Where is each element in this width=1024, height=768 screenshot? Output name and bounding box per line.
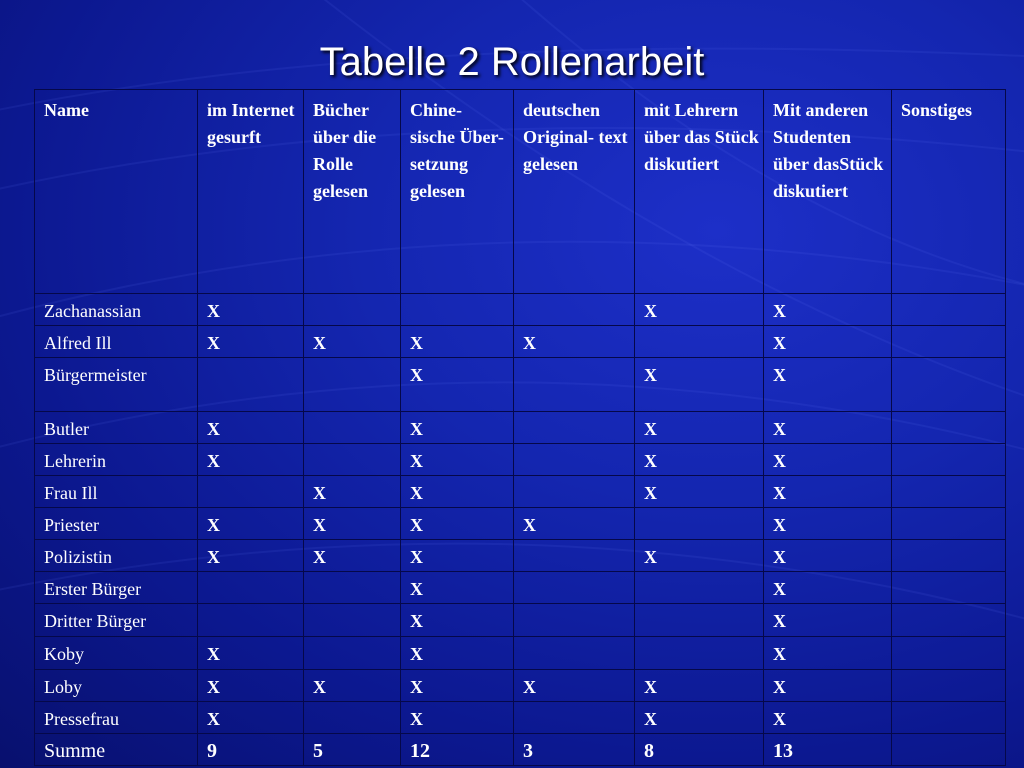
row-name: Polizistin xyxy=(35,540,198,572)
row-name: Pressefrau xyxy=(35,702,198,734)
row-name: Butler xyxy=(35,412,198,444)
cell-students: X xyxy=(764,412,892,444)
cell-books xyxy=(304,702,401,734)
table-row xyxy=(35,540,1006,572)
cell-german xyxy=(514,294,635,326)
sum-books: 5 xyxy=(304,734,401,766)
cell-books xyxy=(304,604,401,637)
table-row xyxy=(35,326,1006,358)
cell-chinese: X xyxy=(401,572,514,604)
table-row xyxy=(35,604,1006,637)
table-row xyxy=(35,358,1006,412)
sum-row xyxy=(35,734,1006,766)
table-row xyxy=(35,670,1006,702)
header-students: Mit anderen Studenten über dasStück diskutiert xyxy=(764,90,892,294)
cell-internet: X xyxy=(198,670,304,702)
cell-german: X xyxy=(514,508,635,540)
sum-teachers: 8 xyxy=(635,734,764,766)
cell-students: X xyxy=(764,572,892,604)
sum-chinese: 12 xyxy=(401,734,514,766)
header-internet: im Internet gesurft xyxy=(198,90,304,294)
cell-internet: X xyxy=(198,637,304,670)
sum-students: 13 xyxy=(764,734,892,766)
cell-teachers: X xyxy=(635,540,764,572)
row-name: Bürgermeister xyxy=(35,358,198,412)
cell-internet xyxy=(198,476,304,508)
cell-german xyxy=(514,702,635,734)
header-other: Sonstiges xyxy=(892,90,1006,294)
row-name: Frau Ill xyxy=(35,476,198,508)
header-teachers: mit Lehrern über das Stück diskutiert xyxy=(635,90,764,294)
cell-internet: X xyxy=(198,326,304,358)
cell-teachers: X xyxy=(635,294,764,326)
cell-internet xyxy=(198,604,304,637)
row-name: Lehrerin xyxy=(35,444,198,476)
header-books: Bücher über die Rolle gelesen xyxy=(304,90,401,294)
row-name: Priester xyxy=(35,508,198,540)
cell-german xyxy=(514,476,635,508)
table-row xyxy=(35,476,1006,508)
cell-teachers xyxy=(635,572,764,604)
cell-german xyxy=(514,412,635,444)
sum-other xyxy=(892,734,1006,766)
sum-internet: 9 xyxy=(198,734,304,766)
table-row xyxy=(35,572,1006,604)
cell-internet: X xyxy=(198,444,304,476)
cell-chinese: X xyxy=(401,540,514,572)
cell-other xyxy=(892,572,1006,604)
cell-teachers: X xyxy=(635,412,764,444)
cell-books xyxy=(304,294,401,326)
cell-books: X xyxy=(304,476,401,508)
cell-chinese: X xyxy=(401,702,514,734)
cell-chinese: X xyxy=(401,444,514,476)
cell-other xyxy=(892,637,1006,670)
cell-german: X xyxy=(514,670,635,702)
header-chinese-translation: Chine- sische Über- setzung gelesen xyxy=(401,90,514,294)
cell-chinese xyxy=(401,294,514,326)
header-name: Name xyxy=(35,90,198,294)
row-name: Erster Bürger xyxy=(35,572,198,604)
cell-teachers xyxy=(635,326,764,358)
cell-other xyxy=(892,604,1006,637)
cell-internet: X xyxy=(198,508,304,540)
cell-other xyxy=(892,508,1006,540)
cell-students: X xyxy=(764,670,892,702)
sum-german: 3 xyxy=(514,734,635,766)
cell-teachers xyxy=(635,637,764,670)
cell-chinese: X xyxy=(401,476,514,508)
cell-other xyxy=(892,702,1006,734)
cell-internet: X xyxy=(198,702,304,734)
cell-chinese: X xyxy=(401,508,514,540)
table-header-row xyxy=(35,90,1006,294)
cell-other xyxy=(892,476,1006,508)
cell-students: X xyxy=(764,508,892,540)
cell-german xyxy=(514,572,635,604)
cell-chinese: X xyxy=(401,670,514,702)
table-row xyxy=(35,508,1006,540)
cell-german xyxy=(514,604,635,637)
cell-books: X xyxy=(304,670,401,702)
cell-german: X xyxy=(514,326,635,358)
table-row xyxy=(35,444,1006,476)
cell-students: X xyxy=(764,326,892,358)
cell-german xyxy=(514,358,635,412)
roles-table xyxy=(34,89,1006,766)
cell-chinese: X xyxy=(401,412,514,444)
header-german-original: deutschen Original- text gelesen xyxy=(514,90,635,294)
cell-chinese: X xyxy=(401,326,514,358)
cell-chinese: X xyxy=(401,637,514,670)
cell-internet xyxy=(198,358,304,412)
cell-teachers: X xyxy=(635,358,764,412)
cell-teachers xyxy=(635,508,764,540)
cell-chinese: X xyxy=(401,604,514,637)
cell-other xyxy=(892,326,1006,358)
table-row xyxy=(35,702,1006,734)
cell-other xyxy=(892,358,1006,412)
cell-other xyxy=(892,540,1006,572)
cell-books: X xyxy=(304,508,401,540)
cell-books xyxy=(304,572,401,604)
cell-other xyxy=(892,412,1006,444)
slide-title: Tabelle 2 Rollenarbeit xyxy=(319,40,705,84)
cell-teachers: X xyxy=(635,702,764,734)
cell-books xyxy=(304,444,401,476)
cell-teachers: X xyxy=(635,476,764,508)
cell-books xyxy=(304,358,401,412)
cell-internet: X xyxy=(198,412,304,444)
cell-students: X xyxy=(764,476,892,508)
cell-german xyxy=(514,637,635,670)
cell-teachers: X xyxy=(635,444,764,476)
row-name: Alfred Ill xyxy=(35,326,198,358)
cell-teachers: X xyxy=(635,670,764,702)
cell-students: X xyxy=(764,637,892,670)
cell-chinese: X xyxy=(401,358,514,412)
row-name: Koby xyxy=(35,637,198,670)
cell-internet: X xyxy=(198,540,304,572)
cell-books: X xyxy=(304,326,401,358)
cell-german xyxy=(514,540,635,572)
row-name: Zachanassian xyxy=(35,294,198,326)
cell-german xyxy=(514,444,635,476)
table-row xyxy=(35,637,1006,670)
cell-students: X xyxy=(764,294,892,326)
cell-internet xyxy=(198,572,304,604)
cell-students: X xyxy=(764,604,892,637)
row-name: Dritter Bürger xyxy=(35,604,198,637)
cell-internet: X xyxy=(198,294,304,326)
cell-other xyxy=(892,294,1006,326)
table-row xyxy=(35,294,1006,326)
cell-students: X xyxy=(764,702,892,734)
cell-books: X xyxy=(304,540,401,572)
cell-other xyxy=(892,444,1006,476)
sum-label: Summe xyxy=(35,734,198,766)
cell-books xyxy=(304,412,401,444)
cell-students: X xyxy=(764,444,892,476)
table-row xyxy=(35,412,1006,444)
row-name: Loby xyxy=(35,670,198,702)
cell-books xyxy=(304,637,401,670)
cell-teachers xyxy=(635,604,764,637)
cell-students: X xyxy=(764,358,892,412)
cell-students: X xyxy=(764,540,892,572)
cell-other xyxy=(892,670,1006,702)
